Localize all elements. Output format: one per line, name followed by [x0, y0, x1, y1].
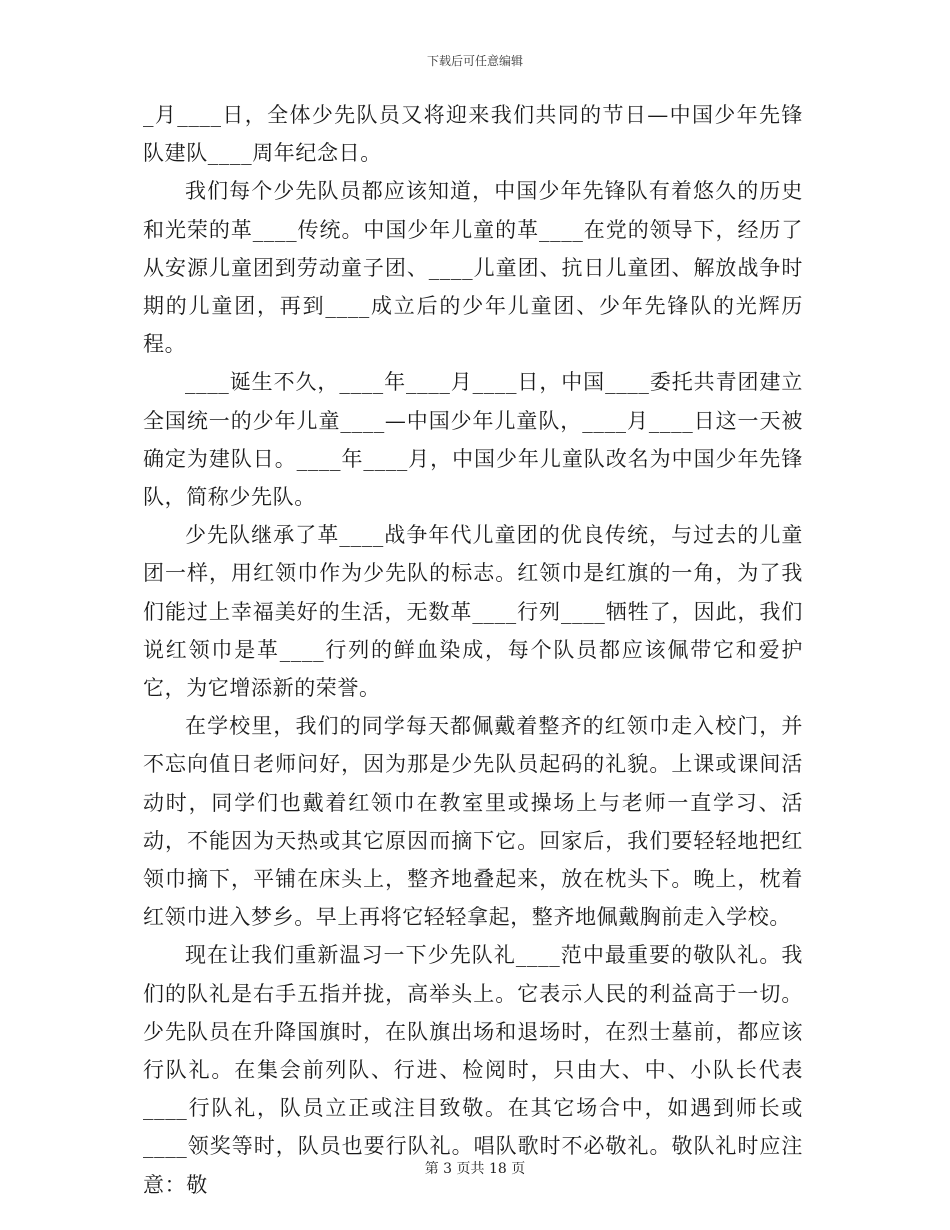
paragraph: 在学校里，我们的同学每天都佩戴着整齐的红领巾走入校门，并不忘向值日老师问好，因为那是少先队员起码的礼貌。上课或课间活动时，同学们也戴着红领巾在教室里或操场上与老师一直学习、活动，不能因为天热或其它原因而摘下它。回家后，我们要轻轻地把红领巾摘下，平铺在床头上，整齐地叠起来，放在枕头下。晚上，枕着红领巾进入梦乡。早上再将它轻轻拿起，整齐地佩戴胸前走入学校。 — [143, 714, 803, 930]
paragraph: _月____日，全体少先队员又将迎来我们共同的节日—中国少年先锋队建队____周年纪念日。 — [143, 103, 803, 166]
page-header: 下载后可任意编辑 — [426, 54, 523, 68]
page-footer: 第 3 页共 18 页 — [424, 1161, 526, 1177]
paragraph: 现在让我们重新温习一下少先队礼____范中最重要的敬队礼。我们的队礼是右手五指并拢，高举头上。它表示人民的利益高于一切。少先队员在升降国旗时，在队旗出场和退场时，在烈士墓前，都应该行队礼。在集会前列队、行进、检阅时，只由大、中、小队长代表____行队礼，队员立正或注目致敬。在其它场合中，如遇到师长或____领奖等时，队员也要行队礼。唱队歌时不必敬礼。敬队礼时应注意：敬 — [143, 943, 803, 1197]
paragraph: 少先队继承了革____战争年代儿童团的优良传统，与过去的儿童团一样，用红领巾作为少先队的标志。红领巾是红旗的一角，为了我们能过上幸福美好的生活，无数革____行列____牺牲了，因此，我们说红领巾是革____行列的鲜血染成，每个队员都应该佩带它和爱护它，为它增添新的荣誉。 — [143, 523, 803, 701]
paragraph: 我们每个少先队员都应该知道，中国少年先锋队有着悠久的历史和光荣的革____传统。中国少年儿童的革____在党的领导下，经历了从安源儿童团到劳动童子团、____儿童团、抗日儿童团、解放战争时期的儿童团，再到____成立后的少年儿童团、少年先锋队的光辉历程。 — [143, 179, 803, 357]
paragraph: ____诞生不久，____年____月____日，中国____委托共青团建立全国统一的少年儿童____—中国少年儿童队，____月____日这一天被确定为建队日。____年____月，中国少年儿童队改名为中国少年先锋队，简称少先队。 — [143, 370, 803, 510]
document-body — [143, 96, 803, 1204]
